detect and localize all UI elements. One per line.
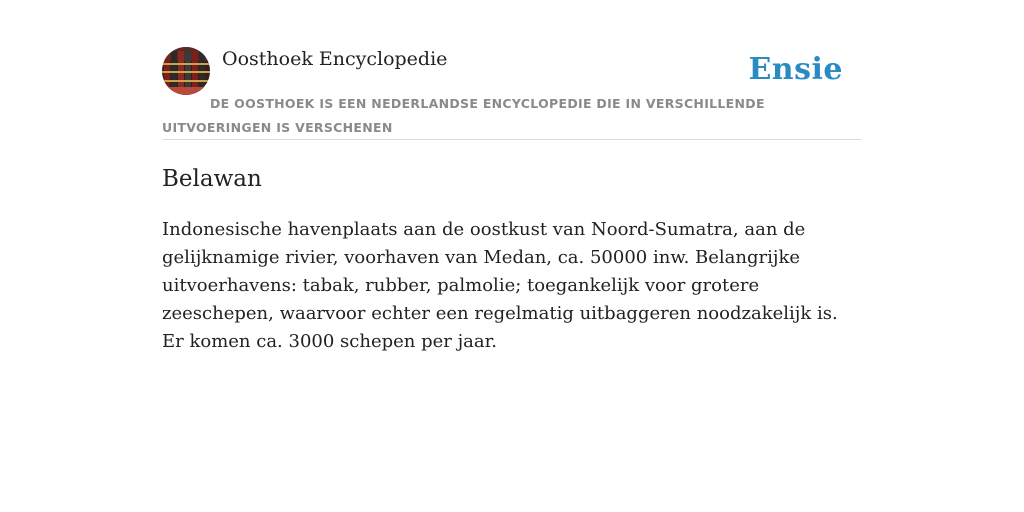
books-image <box>162 47 210 95</box>
article-body: Indonesische havenplaats aan de oostkust van Noord-Sumatra, aan de gelijknamige rivier, voorhaven van Medan, ca. 50000 inw. Belangrijke uitvoerhavens: tabak, rubber, palmolie; toegankelijk voor grotere zeeschepen, waarvoor echter een regelmatig uitbaggeren noodzakelijk is. Er komen ca. 3000 schepen per jaar. <box>162 219 838 352</box>
site-header <box>162 46 862 140</box>
article-title: Belawan <box>162 166 262 192</box>
brand-logo-link[interactable]: Ensie <box>748 52 843 87</box>
site-name[interactable]: Oosthoek Encyclopedie <box>222 48 448 70</box>
site-tagline: DE OOSTHOEK IS EEN NEDERLANDSE ENCYCLOPEDIE DIE IN VERSCHILLENDE UITVOERINGEN IS VERSCHENEN <box>162 96 765 135</box>
encyclopedia-books-avatar-icon[interactable] <box>162 47 210 95</box>
